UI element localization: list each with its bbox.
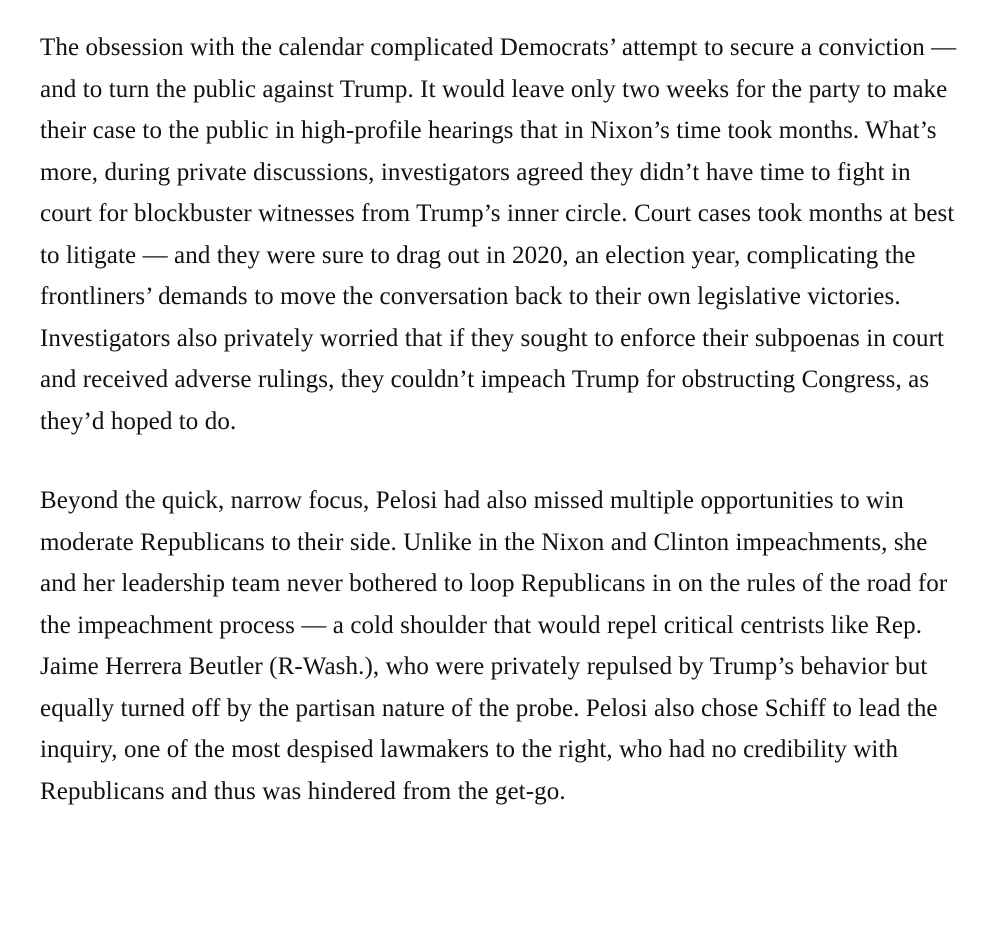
paragraph: Beyond the quick, narrow focus, Pelosi had also missed multiple opportunities to win moderate Republicans to their side. Unlike in the Nixon and Clinton impeachments, she and her leadership team never bothered to loop Republicans in on the rules of the road for the impeachment process — a cold shoulder that would repel critical centrists like Rep. Jaime Herrera Beutler (R-Wash.), who were privately repulsed by Trump’s behavior but equally turned off by the partisan nature of the probe. Pelosi also chose Schiff to lead the inquiry, one of the most despised lawmakers to the right, who had no credibility with Republicans and thus was hindered from the get-go. (40, 487, 948, 805)
paragraph: The obsession with the calendar complicated Democrats’ attempt to secure a conviction — and to turn the public against Trump. It would leave only two weeks for the party to make their case to the public in high-profile hearings that in Nixon’s time took months. What’s more, during private discussions, investigators agreed they didn’t have time to fight in court for blockbuster witnesses from Trump’s inner circle. Court cases took months at best to litigate — and they were sure to drag out in 2020, an election year, complicating the frontliners’ demands to move the conversation back to their own legislative victories. Investigators also privately worried that if they sought to enforce their subpoenas in court and received adverse rulings, they couldn’t impeach Trump for obstructing Congress, as they’d hoped to do. (40, 34, 957, 435)
